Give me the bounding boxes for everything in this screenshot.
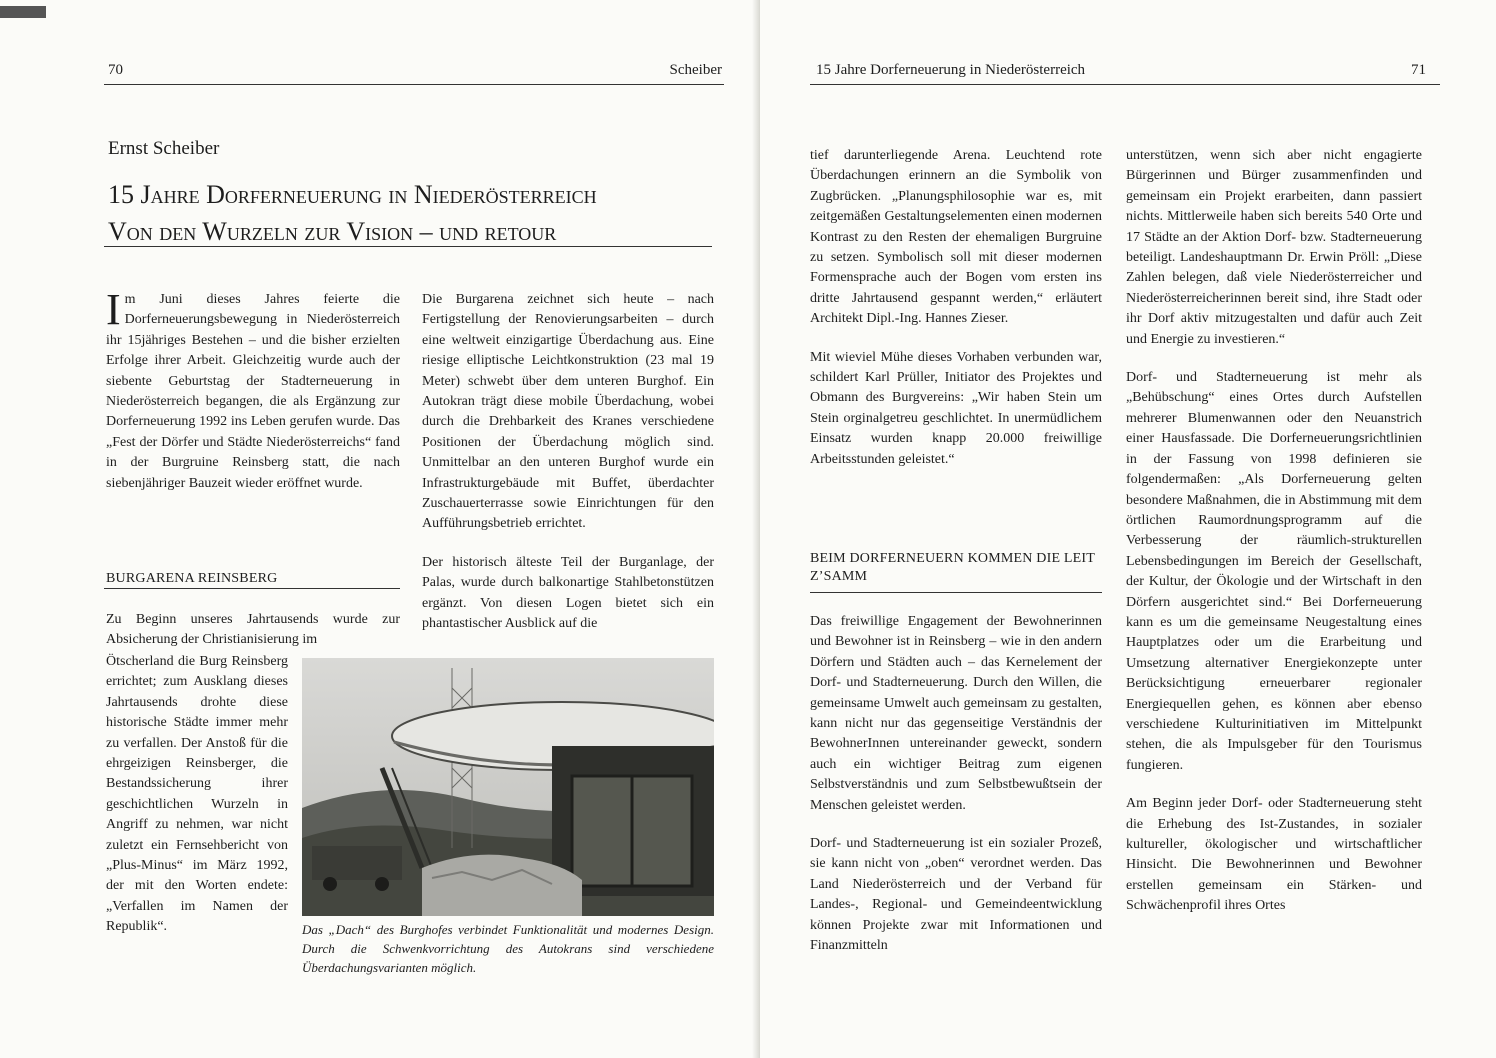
section-rule xyxy=(104,588,400,589)
section-heading-burgarena: BURGARENA REINSBERG xyxy=(106,571,278,586)
right-column-1-top xyxy=(810,146,1102,470)
scan-edge-mark xyxy=(0,6,46,18)
title-line-1: 15 Jahre Dorferneuerung in Niederösterreich xyxy=(108,180,597,209)
section1-paragraph-narrow: Ötscherland die Burg Reinsberg errichtet; zum Ausklang dieses Jahrtausends drohte diese historische Städte immer mehr zu verfallen. Der Anstoß für die ehrgeizigen Reinsberger, die Bestandssicherung ihrer geschichtlichen Wurzeln in Angriff zu nehmen, war nicht zuletzt ein Fernsehbericht von „Plus-Minus“ im März 1992, der mit den Worten endete: „Verfallen im Namen der Republik“. xyxy=(106,654,288,935)
muehe-paragraph: Mit wieviel Mühe dieses Vorhaben verbunden war, schildert Karl Prüller, Initiator des Projektes und Obmann des Burgvereins: „Wir haben Stein um Stein orginalgetreu geschlichtet. In unermüdlichem Einsatz wurden knapp 20.000 freiwillige Arbeitsstunden geleistet.“ xyxy=(810,349,1102,467)
drop-cap: I xyxy=(106,285,121,334)
title-line-2: Von den Wurzeln zur Vision – und retour xyxy=(108,217,557,246)
beginn-paragraph: Am Beginn jeder Dorf- oder Stadterneuerung steht die Erhebung des Ist-Zustandes, in sozialer kultureller, ökologischer und wirtschaftlicher Hinsicht. Die Bewohnerinnen und Bewohner erstellen gemeinsam ein Stärken- und Schwächenprofil ihres Ortes xyxy=(1126,796,1422,914)
engagement-paragraph: Das freiwillige Engagement der Bewohnerinnen und Bewohner ist in Reinsberg – wie in den andern Dörfern und Städten auch – das Kernelement der Dorf- und Stadterneuerung. Durch den Willen, die gemeinsame Umwelt auch gemeinsam zu gestalten, kann nicht nur das gegenseitige Verständnis der BewohnerInnen untereinander geweckt, sondern auch ein wichtiger Beitrag zum eigenen Selbstverständnis und zum Selbstbewußtsein der Menschen geleistet werden. xyxy=(810,614,1102,813)
arena-paragraph: tief darunterliegende Arena. Leuchtend rote Überdachungen erinnern an die Symbolik von Zugbrücken. „Planungsphilosophie war es, mit zeitgemäßen Gestaltungselementen einen modernen Kontrast zu den Resten der ehemaligen Burgruine zu setzen. Symbolisch soll mit dieser modernen Formensprache auch der Bogen vom ersten ins dritte Jahrtausend gespannt werden,“ erläutert Architekt Dipl.-Ing. Hannes Zieser. xyxy=(810,148,1102,327)
right-page-number: 71 xyxy=(1411,62,1426,78)
left-page-number: 70 xyxy=(108,62,123,78)
behuebschung-paragraph: Dorf- und Stadterneuerung ist mehr als „Behübschung“ eines Ortes durch Aufstellen mehrerer Blumenwannen oder den Neuanstrich einer Hausfassade. Die Dorferneuerungsrichtlinien in der Fassung von 1998 definieren sie folgendermaßen: „Als Dorferneuerung gelten besondere Maßnahmen, die in Abstimmung mit dem örtlichen Raumordnungsprogramm auf die Verbesserung der räumlich-strukturellen Lebensbedingungen im Bereich der Gesellschaft, der Kultur, der Ökologie und der Wirtschaft in den Dörfern ausgerichtet sind.“ Bei Dorferneuerung kann es um die gemeinsame Neugestaltung eines Hauptplatzes oder um die Erarbeitung und Umsetzung alternativer Energiekonzepte unter Berücksichtigung erneuerbarer regionaler Energiequellen gehen, es können aber ebenso verschiedene Kulturinitiativen im Mittelpunkt stehen, die als Impulsgeber für den Tourismus fungieren. xyxy=(1126,370,1422,773)
section-rule-right xyxy=(810,592,1102,593)
intro-paragraph xyxy=(106,285,400,494)
prozess-paragraph: Dorf- und Stadterneuerung ist ein sozialer Prozeß, sie kann nicht von „oben“ verordnet werden. Das Land Niederösterreich und der Verband für Landes-, Regional- und Gemeindeentwicklung können Projekte zwar mit Informationen und Finanzmitteln xyxy=(810,836,1102,954)
burgarena-photo xyxy=(302,658,714,916)
title-rule xyxy=(104,246,712,247)
column-2 xyxy=(422,290,714,635)
right-page xyxy=(760,0,1496,1058)
intro-text: m Juni dieses Jahres feierte die Dorferneuerungsbewegung in Niederösterreich ihr 15jähriges Bestehen – und die bisher erzielten Erfolge ihrer Arbeit. Gleichzeitig wurde auch der siebente Geburtstag der Stadterneuerung in Niederösterreich begangen, die als Ergänzung zur Dorferneuerung 1992 ins Leben gerufen wurde. Das „Fest der Dörfer und Städte Niederösterreichs“ fand in der Burgruine Reinsberg statt, die nach siebenjähriger Bauzeit wieder eröffnet wurde. xyxy=(106,292,400,491)
photo-caption: Das „Dach“ des Burghofes verbindet Funktionalität und modernes Design. Durch die Schwenkvorrichtung des Autokrans sind verschiedene Überdachungsvarianten möglich. xyxy=(302,922,714,975)
palas-paragraph: Der historisch älteste Teil der Burganlage, der Palas, wurde durch balkonartige Stahlbetonstützen ergänzt. Von diesen Logen bietet sich ein phantastischer Ausblick auf die xyxy=(422,554,714,632)
right-running-head: 15 Jahre Dorferneuerung in Niederösterreich xyxy=(816,62,1086,78)
article-title xyxy=(108,176,720,250)
photo-illustration xyxy=(302,658,714,916)
article-author: Ernst Scheiber xyxy=(108,138,220,159)
unterstuetzen-paragraph: unterstützen, wenn sich aber nicht engagierte Bürgerinnen und Bürger zusammenfinden und gemeinsam ein Projekt erarbeiten, dann passiert nichts. Mittlerweile haben sich bereits 540 Orte und 17 Städte an der Aktion Dorf- bzw. Stadterneuerung beteiligt. Landeshauptmann Dr. Erwin Pröll: „Diese Zahlen belegen, daß viele Niederösterreicher und Niederösterreicherinnen bereit sind, ihre Stadt oder ihr Dorf aktiv mitzugestalten und dafür auch Zeit und Energie zu investieren.“ xyxy=(1126,148,1422,347)
burgarena-paragraph: Die Burgarena zeichnet sich heute – nach Fertigstellung der Renovierungsarbeiten – durch eine weltweit einzigartige Überdachung aus. Eine riesige elliptische Leichtkonstruktion (23 mal 19 Meter) schwebt über dem unteren Burghof. Ein Autokran trägt diese mobile Überdachung, wobei durch die Drehbarkeit des Kranes verschiedene Positionen der Überdachung möglich sind. Unmittelbar an den unteren Burghof wurde ein Infrastrukturgebäude mit Buffet, überdachter Zuschauerterrasse sowie Einrichtungen für den Aufführungsbetrieb errichtet. xyxy=(422,292,714,532)
right-column-2 xyxy=(1126,146,1422,917)
intro-column xyxy=(106,285,400,494)
right-column-1-bottom xyxy=(810,612,1102,957)
header-rule-right xyxy=(810,84,1440,85)
section1-paragraph-wide: Zu Beginn unseres Jahrtausends wurde zur Absicherung der Christianisierung im xyxy=(106,612,400,648)
section-heading-leit-zsamm: BEIM DORFERNEUERN KOMMEN DIE LEIT Z’SAMM xyxy=(810,551,1095,584)
left-running-head: Scheiber xyxy=(669,62,722,78)
header-rule xyxy=(104,84,724,85)
